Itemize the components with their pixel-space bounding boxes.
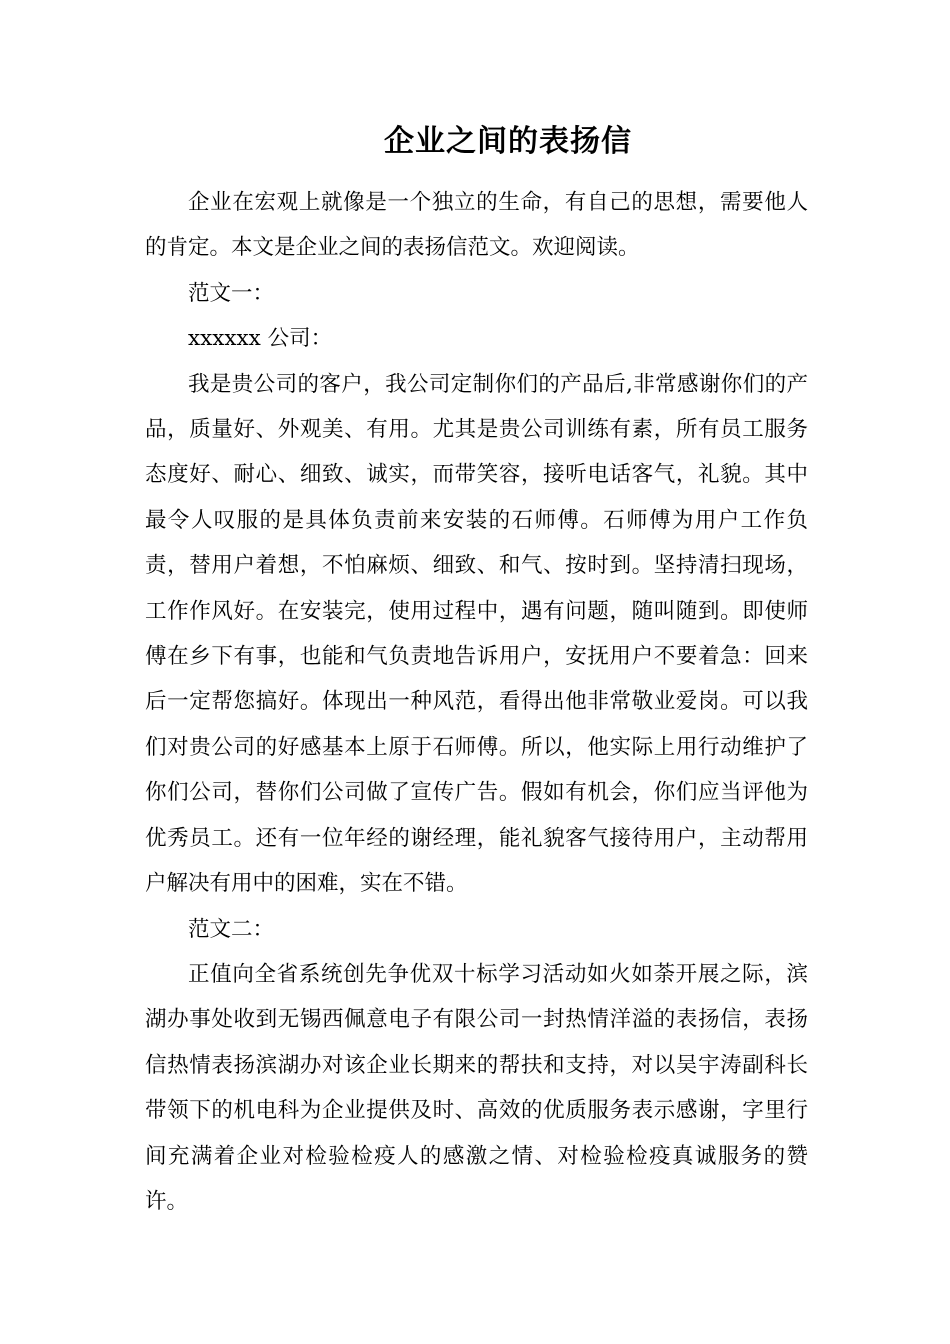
salutation: xxxxxx 公司： — [188, 326, 333, 352]
document-body — [145, 180, 808, 1224]
sample-one-heading: 范文一： — [188, 280, 275, 306]
intro-paragraph: 企业在宏观上就像是一个独立的生命，有自己的思想，需要他人的肯定。本文是企业之间的表扬信范文。欢迎阅读。 — [145, 190, 808, 261]
document-title: 企业之间的表扬信 — [384, 124, 632, 159]
sample-one-body: 我是贵公司的客户，我公司定制你们的产品后,非常感谢你们的产品，质量好、外观美、有用。尤其是贵公司训练有素，所有员工服务态度好、耐心、细致、诚实，而带笑容，接听电话客气，礼貌。其中最令人叹服的是具体负责前来安装的石师傅。石师傅为用户工作负责，替用户着想，不怕麻烦、细致、和气、按时到。坚持清扫现场，工作作风好。在安装完，使用过程中，遇有问题，随叫随到。即使师傅在乡下有事，也能和气负责地告诉用户，安抚用户不要着急：回来后一定帮您搞好。体现出一种风范，看得出他非常敬业爱岗。可以我们对贵公司的好感基本上原于石师傅。所以，他实际上用行动维护了你们公司，替你们公司做了宣传广告。假如有机会，你们应当评他为优秀员工。还有一位年经的谢经理，能礼貌客气接待用户，主动帮用户解决有用中的困难，实在不错。 — [145, 371, 808, 897]
sample-two-heading: 范文二： — [188, 916, 275, 942]
sample-two-body: 正值向全省系统创先争优双十标学习活动如火如荼开展之际，滨湖办事处收到无锡西佩意电子有限公司一封热情洋溢的表扬信，表扬信热情表扬滨湖办对该企业长期来的帮扶和支持，对以吴宇涛副科长带领下的机电科为企业提供及时、高效的优质服务表示感谢，字里行间充满着企业对检验检疫人的感激之情、对检验检疫真诚服务的赞许。 — [145, 961, 808, 1214]
